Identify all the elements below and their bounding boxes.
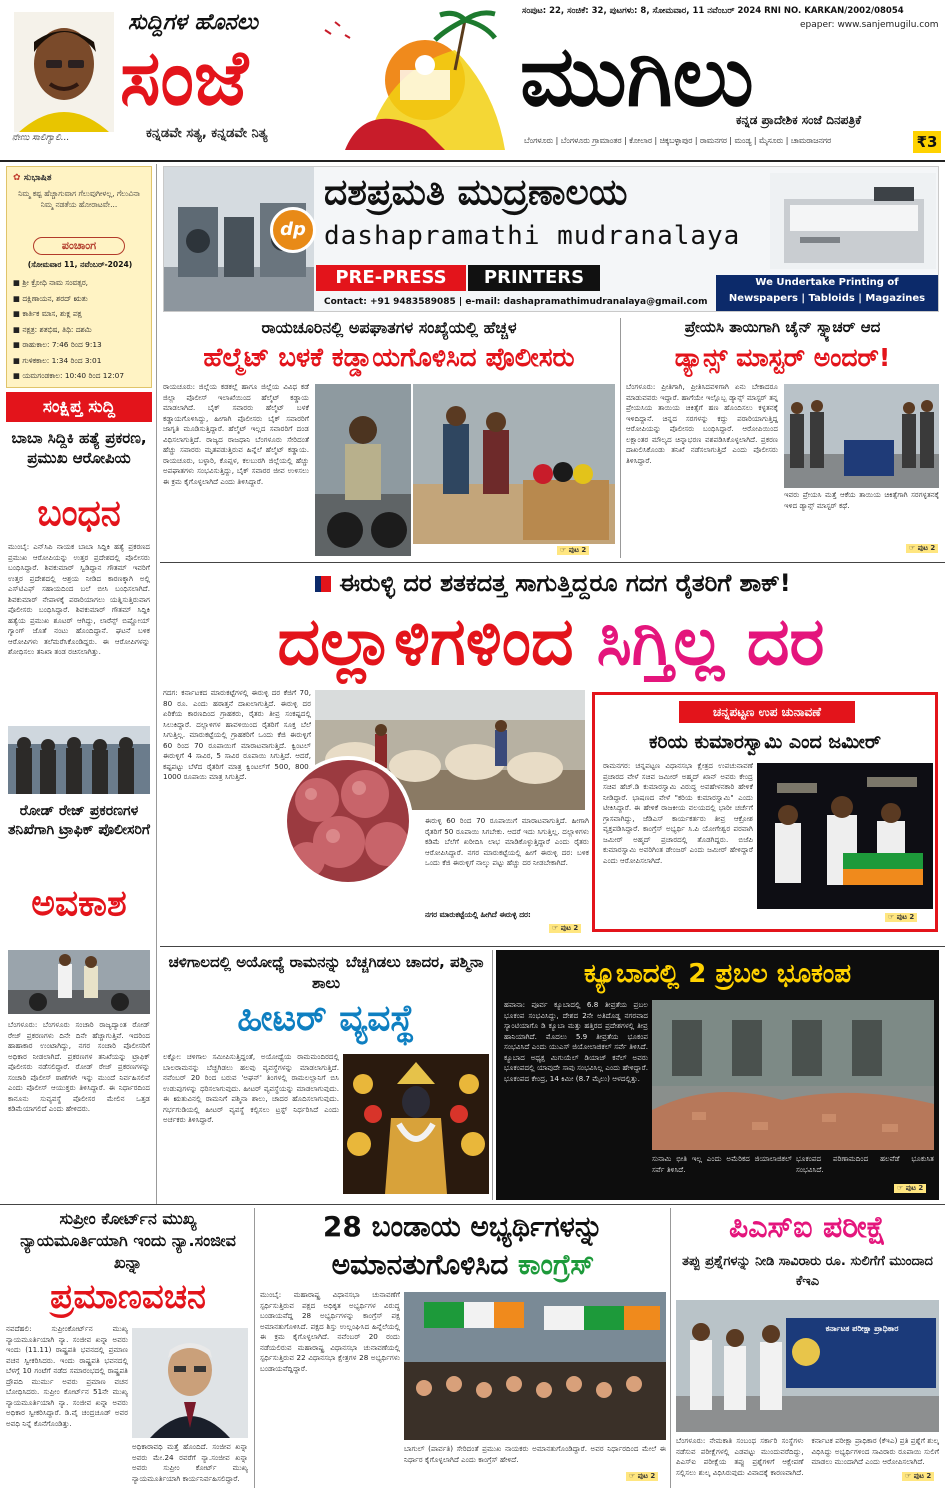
sc-headline: ಪ್ರಮಾಣವಚನ [50, 1277, 206, 1317]
congress-rally-photo [404, 1292, 666, 1440]
helmet-continued[interactable]: ☞ ಪುಟ 2 [557, 546, 589, 555]
sc-portrait-photo [132, 1328, 248, 1438]
lead-continued[interactable]: ☞ ಪುಟ 2 [549, 924, 581, 933]
byelection-continued[interactable]: ☞ ಪುಟ 2 [885, 913, 917, 922]
panchanga-line: ■ ಯಮಗಂಡಕಾಲ: 10:40 ರಿಂದ 12:07 [13, 371, 125, 380]
ad-title-en: dashapramathi mudranalaya [324, 221, 741, 251]
panchanga-date: (ಸೋಮವಾರ 11, ನವೆಂಬರ್-2024) [27, 260, 133, 269]
congress-continued[interactable]: ☞ ಪುಟ 2 [626, 1472, 658, 1481]
lead-text-2: ಈರುಳ್ಳಿ 60 ರಿಂದ 70 ರೂಪಾಯಿಗೆ ಮಾರಾಟವಾಗುತ್ತಿದೆ. ಹೀಗಾಗಿ ರೈತರಿಗೆ 50 ರೂಪಾಯಿ ಸಿಗಬೇಕು. ಆದರೆ ಇದು ಸಿಗುತ್ತಿಲ್ಲ. ದಲ್ಲಾಳಿಗಳು ಕಡಿಮೆ ಬೆಲೆಗೆ ಖರೀದಿಸಿ ಲಾಭ ಮಾಡಿಕೊಳ್ಳುತ್ತಿದ್ದಾರೆ ಎಂದು ರೈತರು ಆರೋಪಿಸಿದ್ದಾರೆ. ನಗರ ಮಾರುಕಟ್ಟೆಯಲ್ಲಿ ಹೀಗೆ ಈರುಳ್ಳಿ ದರ: ಬಳಿಕ ಒಂದು ಕೆಜಿ ಈರುಳ್ಳಿಗೆ ನಾಲ್ಕು ಪಟ್ಟು ಹೆಚ್ಚು ದರ ನೀಡಬೇಕಾಗಿದೆ. [425, 816, 589, 867]
story-heater [163, 950, 489, 1200]
sc-text-2: ಅಧಿಕಾರಾವಧಿ ಮತ್ತೆ ಹೊಂದಿದೆ. ಸಂಜೀವ ಖನ್ನಾ ಅವರು ಮೇ.24 ರವರೆಗೆ ನ್ಯಾ.ಸಂಜೀವ ಖನ್ನಾ ಅವರು ಸುಪ್ರೀಂ ಕೋರ್ಟ್ ಮುಖ್ಯ ನ್ಯಾಯಮೂರ್ತಿಯಾಗಿ ಕಾರ್ಯನಿರ್ವಹಿಸಲಿದ್ದಾರೆ. [132, 1442, 248, 1483]
heater-headline: ಹೀಟರ್ ವ್ಯವಸ್ಥೆ [237, 998, 415, 1039]
quake-continued[interactable]: ☞ ಪುಟ 2 [894, 1184, 926, 1193]
brief2-headline: ರೋಡ್ ರೇಜ್ ಪ್ರಕರಣಗಳ ತನಿಖೆಗಾಗಿ ಟ್ರಾಫಿಕ್ ಪೊಲೀಸರಿಗೆ [8, 803, 150, 838]
panchanga-line: ■ ಶ್ರೀ ಕ್ರೋಧಿ ನಾಮ ಸಂವತ್ಸರ, [13, 278, 89, 287]
ad-printer-photo [770, 173, 936, 269]
heater-kicker: ಚಳಿಗಾಲದಲ್ಲಿ ಅಯೋಧ್ಯೆ ರಾಮನನ್ನು ಬೆಚ್ಚಗಿಡಲು ಚಾದರ, ಪಶ್ಮಿನಾ ಶಾಲು [168, 953, 484, 992]
heater-divider [492, 950, 493, 1200]
brief1-big: ಬಂಧನ [37, 493, 121, 534]
story-helmet [163, 318, 615, 558]
story-psi [676, 1208, 939, 1488]
rupee-icon: ₹3 [916, 133, 938, 151]
sc-kicker: ಸುಪ್ರೀಂ ಕೋರ್ಟ್‌ನ ಮುಖ್ಯ ನ್ಯಾಯಮೂರ್ತಿಯಾಗಿ ಇಂದು ನ್ಯಾ.ಸಂಜೀವ ಖನ್ನಾ [20, 1209, 236, 1272]
issue-line [522, 6, 904, 16]
ad-printers-label: PRINTERS [468, 265, 600, 291]
corner-mark-icon [315, 576, 331, 592]
rni-number: RNI NO. KARKAN/2002/08054 [764, 6, 904, 16]
byelection-text: ರಾಮನಗರ: ಚನ್ನಪಟ್ಟಣ ವಿಧಾನಸಭಾ ಕ್ಷೇತ್ರದ ಉಪಚುನಾವಣೆ ಪ್ರಚಾರದ ವೇಳೆ ಸಚಿವ ಜಮೀರ್ ಅಹ್ಮದ್ ಖಾನ್ ಅವರು ಕೇಂದ್ರ ಸಚಿವ ಹೆಚ್.ಡಿ ಕುಮಾರಸ್ವಾಮಿ ವಿರುದ್ಧ ಅವಹೇಳನಕಾರಿ ಹೇಳಿಕೆ ನೀಡಿದ್ದಾರೆ. ಭಾಷಣದ ವೇಳೆ "ಕರಿಯ ಕುಮಾರಸ್ವಾಮಿ" ಎಂದು ಟೀಕಿಸಿದ್ದಾರೆ. ಈ ಹೇಳಿಕೆ ರಾಜಕೀಯ ವಲಯದಲ್ಲಿ ಭಾರೀ ಚರ್ಚೆಗೆ ಗ್ರಾಸವಾಗಿದ್ದು, ಜೆಡಿಎಸ್ ಕಾರ್ಯಕರ್ತರು ತೀವ್ರ ಆಕ್ರೋಶ ವ್ಯಕ್ತಪಡಿಸಿದ್ದಾರೆ. ಕಾಂಗ್ರೆಸ್ ಅಭ್ಯರ್ಥಿ ಸಿ.ಪಿ ಯೋಗೇಶ್ವರ ಪರವಾಗಿ ಜಮೀರ್ ಅಹ್ಮದ್ ಪ್ರಚಾರದಲ್ಲಿ ತೊಡಗಿದ್ದರು. ಬಿಜೆಪಿ ಕುಮಾರಸ್ವಾಮಿ ಅವರಿಗಿಂತ ಡೇಂಜರ್ ಎಂದು ಜಮೀರ್ ಹೇಳಿದ್ದಾರೆ ಎಂದು ಆರೋಪಿಸಲಾಗಿದೆ. [603, 761, 753, 865]
brief1-headline: ಬಾಬಾ ಸಿದ್ದಿಕಿ ಹತ್ಯೆ ಪ್ರಕರಣ, ಪ್ರಮುಖ ಆರೋಪಿಯ [11, 429, 147, 467]
brief2-big: ಅವಕಾಶ [31, 883, 127, 924]
quake-photo [652, 1000, 934, 1150]
flower-icon: ✿ [13, 173, 24, 183]
masthead-rule [0, 160, 945, 162]
panchanga-line: ■ ಗುಳಿಕಕಾಲ: 1:34 ರಿಂದ 3:01 [13, 355, 102, 365]
story-congress [260, 1208, 666, 1488]
dance-caption: ಇವರು ಪ್ರೇಯಸಿ ಮತ್ತೆ ಆಕೆಯ ತಾಯಿಯ ಚಿಕಿತ್ಸೆಗಾಗಿ ಸರಗಳ್ಳತನಕ್ಕೆ ಇಳಿದ ಡ್ಯಾನ್ಸ್ ಮಾಸ್ಟರ್ ಕಥೆ. [784, 490, 939, 510]
issue-details: ಸಂಪುಟ: 22, ಸಂಚಿಕೆ: 32, ಪುಟಗಳು: 8, ಸೋಮವಾರ, 11 ನವೆಂಬರ್ 2024 [522, 6, 762, 16]
congress-headline-1: 28 ಬಂಡಾಯ ಅಭ್ಯರ್ಥಿಗಳನ್ನು [322, 1210, 604, 1243]
psi-continued[interactable]: ☞ ಪುಟ 2 [902, 1472, 934, 1481]
masthead-emblem [305, 10, 515, 150]
ad-undertake-box [716, 275, 938, 311]
masthead-title-right: ಮುಗಿಲು [520, 26, 754, 125]
panchanga-label: ಪಂಚಾಂಗ [33, 237, 125, 255]
byelection-headline: ಕರಿಯ ಕುಮಾರಸ್ವಾಮಿ ಎಂದ ಜಮೀರ್ [648, 731, 882, 753]
lead-text: ಗದಗ: ಕರ್ನಾಟಕದ ಮಾರುಕಟ್ಟೆಗಳಲ್ಲಿ ಈರುಳ್ಳಿ ದರ ಕೆಜಿಗೆ 70, 80 ರೂ. ಎಂದು ಹಠಾತ್ತನೆ ದಾಖಲಾಗುತ್ತಿದೆ. ಈರುಳ್ಳಿ ದರ ಏರಿಕೆಯ ಕಾರಣದಿಂದ ಗ್ರಾಹಕರು, ರೈತರು ತೀವ್ರ ಸಂಕಷ್ಟದಲ್ಲಿ ಸಿಲುಕಿದ್ದಾರೆ. ದಲ್ಲಾಳಿಗಳ ಹಾವಳಿಯಿಂದ ರೈತರಿಗೆ ಸೂಕ್ತ ಬೆಲೆ ಸಿಗುತ್ತಿಲ್ಲ. ಮಾರುಕಟ್ಟೆಯಲ್ಲಿ ಗ್ರಾಹಕರಿಗೆ ಒಂದು ಕೆಜಿ ಈರುಳ್ಳಿಗೆ 60 ರಿಂದ 70 ರೂಪಾಯಿಗೆ ಮಾರಾಟವಾಗುತ್ತಿದೆ. ಕ್ವಿಂಟಲ್ ಈರುಳ್ಳಿಗೆ 4 ಸಾವಿರ, 5 ಸಾವಿರ ರೂಪಾಯಿ ಸಿಗುತ್ತಿದೆ. ಆದರೆ, ಕಷ್ಟಪಟ್ಟು ಬೆಳೆದ ರೈತರಿಗೆ ಮಾತ್ರ ಕ್ವಿಂಟಲ್‌ಗೆ 500, 800, 1000 ರೂಪಾಯಿ ಮಾತ್ರ ಸಿಗುತ್ತಿದೆ. [163, 688, 311, 781]
page-pointer-icon: ☞ [560, 546, 569, 554]
psi-text: ಬೆಂಗಳೂರು: ನೇಮಕಾತಿ ಸಂಬಂಧ ಸರ್ಕಾರಿ ಸಂಸ್ಥೆಗಳು ನಡೆಸುವ ಪರೀಕ್ಷೆಗಳಲ್ಲಿ ಎಡವಟ್ಟು ಮುಂದುವರೆದಿದ್ದು, ಪಿಎಸ್‌ಐ ಪರೀಕ್ಷೆಯ ತಪ್ಪು ಪ್ರಶ್ನೆಗಳಿಗೆ ಆಕ್ಷೇಪಣೆ ಸಲ್ಲಿಸಲು ಶುಲ್ಕ ವಿಧಿಸಿರುವುದು ವಿವಾದಕ್ಕೆ ಕಾರಣವಾಗಿದೆ. ಕರ್ನಾಟಕ ಪರೀಕ್ಷಾ ಪ್ರಾಧಿಕಾರ (ಕೆಇಎ) ಪ್ರತಿ ಪ್ರಶ್ನೆಗೆ ಶುಲ್ಕ ವಿಧಿಸಿದ್ದು ಅಭ್ಯರ್ಥಿಗಳಿಂದ ಸಾವಿರಾರು ರೂಪಾಯಿ ಸುಲಿಗೆ ಮಾಡಲು ಮುಂದಾಗಿದೆ ಎಂದು ಆರೋಪಿಸಲಾಗಿದೆ. [676, 1436, 939, 1477]
helmet-kicker: ರಾಯಚೂರಿನಲ್ಲಿ ಅಪಘಾತಗಳ ಸಂಖ್ಯೆಯಲ್ಲಿ ಹೆಚ್ಚಳ [261, 318, 517, 337]
byelection-photo [757, 763, 933, 909]
psi-kicker: ತಪ್ಪು ಪ್ರಶ್ನೆಗಳನ್ನು ನೀಡಿ ಸಾವಿರಾರು ರೂ. ಸುಲಿಗೆಗೆ ಮುಂದಾದ ಕೆಇಎ [682, 1254, 933, 1289]
story-dance [626, 318, 939, 558]
page-pointer-icon: ☞ [909, 544, 918, 552]
quake-caption-2: ಭೂಕಂಪದ ಪರಿಣಾಮದಿಂದ ಹಲವೆಡೆ ಭೂಕುಸಿತ ಸಂಭವಿಸಿದೆ. [796, 1154, 934, 1174]
dance-continued[interactable]: ☞ ಪುಟ 2 [906, 544, 938, 553]
masthead-motto: ಕನ್ನಡವೇ ಸತ್ಯ, ಕನ್ನಡವೇ ನಿತ್ಯ [146, 126, 268, 141]
lead-headline [163, 600, 939, 684]
psi-headline: ಪಿಎಸ್‌ಐ ಪರೀಕ್ಷೆ [728, 1210, 887, 1245]
onion-closeup-photo [283, 756, 413, 886]
panchanga-line: ■ ನಕ್ಷತ್ರ: ಶತಭಿಷ, ತಿಥಿ: ದಶಮಿ [13, 324, 92, 334]
page-pointer-icon: ☞ [552, 924, 561, 932]
ad-banner[interactable] [163, 166, 939, 312]
congress-headline-2 [260, 1246, 666, 1284]
page-pointer-icon: ☞ [905, 1472, 914, 1480]
helmet-headline: ಹೆಲ್ಮೆಟ್ ಬಳಕೆ ಕಡ್ಡಾಯಗೊಳಿಸಿದ ಪೊಲೀಸರು [203, 343, 575, 373]
helmet-text: ರಾಯಚೂರು: ಜಿಲ್ಲೆಯ ಕಡಕಲ್ಲೆ ಹಾಗೂ ಜಿಲ್ಲೆಯ ವಿವಿಧ ಕಡೆ ಜಿಲ್ಲಾ ಪೊಲೀಸ್ ಇಲಾಖೆಯಿಂದ ಹೆಲ್ಮೆಟ್ ಕಡ್ಡಾಯ ಮಾಡಲಾಗಿದೆ. ಬೈಕ್ ಸವಾರರು ಹೆಲ್ಮೆಟ್ ಬಳಕೆ ಕಡ್ಡಾಯಗೊಳಿಸಿದ್ದು, ಹೀಗಾಗಿ ಪೊಲೀಸರು ಬೈಕ್ ಸವಾರರಿಗೆ ಜಾಗೃತಿ ಮೂಡಿಸುತ್ತಿದ್ದಾರೆ. ಹೆಲ್ಮೆಟ್ ಇಲ್ಲದ ಸವಾರರಿಗೆ ದಂಡ ವಿಧಿಸಲಾಗುತ್ತಿದೆ. ರಾಜ್ಯದ ರಾಜಧಾನಿ ಬೆಂಗಳೂರು ಸೇರಿದಂತೆ ಹೆಚ್ಚು ಸವಾರರು ಮೃತಪಡುತ್ತಿರುವ ಹಿನ್ನೆಲೆ ಹೆಲ್ಮೆಟ್ ಕಡ್ಡಾಯ. ರಾಯಚೂರು, ಬಳ್ಳಾರಿ, ಕೊಪ್ಪಳ, ಕಲಬುರಗಿ ಜಿಲ್ಲೆಯಲ್ಲಿ ಹೆಚ್ಚು ಅಪಘಾತಗಳು ಸಂಭವಿಸುತ್ತಿದ್ದು, ಬೈಕ್ ಸವಾರರ ಜೀವ ಉಳಿಸಲು ಈ ಕ್ರಮ ಕೈಗೊಳ್ಳಲಾಗಿದೆ ಎಂದು ತಿಳಿಸಿದ್ದಾರೆ. [163, 382, 309, 486]
panchanga-list [13, 275, 147, 384]
byelection-box [592, 692, 938, 932]
row-rule-2 [160, 946, 945, 947]
psi-photo [676, 1300, 939, 1432]
byelection-kicker: ಚನ್ನಪಟ್ಟಣ ಉಪ ಚುನಾವಣೆ [679, 701, 855, 723]
lead-headline-a: ದಲ್ಲಾಳಿಗಳಿಂದ [277, 603, 574, 680]
dance-photo [784, 384, 939, 488]
quake-text: ಹವಾನಾ: ಪೂರ್ವ ಕ್ಯೂಬಾದಲ್ಲಿ 6.8 ತೀವ್ರತೆಯ ಪ್ರಬಲ ಭೂಕಂಪ ಸಂಭವಿಸಿದ್ದು, ದೇಶದ 2ನೇ ಅತಿದೊಡ್ಡ ನಗರವಾದ ಸ್ಯಾಂಟಿಯಾಗೊ ಡಿ ಕ್ಯೂಬಾ ಮತ್ತು ಹತ್ತಿರದ ಪ್ರದೇಶಗಳಲ್ಲಿ ತೀವ್ರ ಹಾನಿಯಾಗಿದೆ. ಮೊದಲು 5.9 ತೀವ್ರತೆಯ ಭೂಕಂಪ ಸಂಭವಿಸಿದೆ ಎಂದು ಯುಎಸ್ ಜಿಯೋಲಾಜಿಕಲ್ ಸರ್ವೆ ತಿಳಿಸಿದೆ. ಕ್ಯೂಬಾದ ಅಧ್ಯಕ್ಷ ಮಿಗುಯೆಲ್ ಡಿಯಾಜ್ ಕನೆಲ್ ಅವರು ಭೂಕಂಪದಲ್ಲಿ ಯಾವುದೇ ಸಾವು ಸಂಭವಿಸಿಲ್ಲ ಎಂದು ಹೇಳಿದ್ದಾರೆ. ಭೂಕಂಪದ ಕೇಂದ್ರ, 14 ಕಿಮೀ (8.7 ಮೈಲು) ಆಳದಲ್ಲಿತ್ತು. [504, 1000, 648, 1083]
lead-kicker: ಈರುಳ್ಳಿ ದರ ಶತಕದತ್ತ ಸಾಗುತ್ತಿದ್ದರೂ ಗದಗ ರೈತರಿಗೆ ಶಾಕ್! [183, 566, 923, 600]
sidebar-divider [156, 164, 157, 1204]
story-sc [6, 1208, 250, 1488]
panchanga-line: ■ ಕಾರ್ತಿಕ ಮಾಸ, ಶುಕ್ಲ ಪಕ್ಷ [13, 309, 82, 318]
row-rule-1 [160, 562, 945, 563]
ad-title-kn: ದಶಪ್ರಮತಿ ಮುದ್ರಣಾಲಯ [324, 172, 628, 213]
dance-kicker: ಪ್ರೇಯಸಿ ತಾಯಿಗಾಗಿ ಚೈನ್ ಸ್ನ್ಯಾಚರ್ ಆದ [684, 318, 881, 336]
congress-headline-2a: ಅಮಾನತುಗೊಳಿಸಿದ [331, 1248, 509, 1281]
brief1-text: ಮುಂಬೈ: ಎನ್‌ಸಿಪಿ ನಾಯಕ ಬಾಬಾ ಸಿದ್ದಿಕಿ ಹತ್ಯೆ ಪ್ರಕರಣದ ಪ್ರಮುಖ ಆರೋಪಿಯನ್ನು ಉತ್ತರ ಪ್ರದೇಶದಲ್ಲಿ ಪೊಲೀಸರು ಬಂಧಿಸಿದ್ದಾರೆ. ಶಿವಕುಮಾರ್ ಸ್ವಿಡಿದ್ದಾನ ಗೌತಮ್ ಇವರಿಗೆ ಉತ್ತರ ಪ್ರದೇಶದಲ್ಲಿ ಆಶ್ರಯ ನೀಡಿದ ಕಾರಣಕ್ಕಾಗಿ ಅಲ್ಲಿ ಎಸ್‌ಟಿಎಫ್ ಸಹಾಯದಿಂದ ಬಲೆ ಬೀಸಿ ಬಂಧಿಸಲಾಗಿದೆ. ಶಿವಕುಮಾರ್ ನೇಪಾಳಕ್ಕೆ ಪರಾರಿಯಾಗಲು ಯತ್ನಿಸುತ್ತಿರುವಾಗ ಪೊಲೀಸರು ಬಂಧಿಸಿದ್ದಾರೆ. ಶಿವಕುಮಾರ್ ಗೌತಮ್ ಸಿದ್ದಿಕಿ ಹತ್ಯೆಯ ಪ್ರಮುಖ ಶೂಟರ್ ಆಗಿದ್ದು, ಲಾರೆನ್ಸ್ ಬಿಷ್ಣೋಯ್ ಗ್ಯಾಂಗ್ ಜೊತೆ ನಂಟು ಹೊಂದಿದ್ದಾನೆ. ಘಟನೆ ಬಳಿಕ ಆರೋಪಿಗಳು ತಲೆಮರೆಸಿಕೊಂಡಿದ್ದರು. ಈ ಆರೋಪಿಗಳನ್ನು ಶೋಧಿಸಲು ತನಿಖಾ ತಂಡ ರಚಿಸಲಾಗಿತ್ತು. [8, 542, 150, 656]
ad-prepress-label: PRE-PRESS [316, 265, 466, 291]
top-row-divider [620, 318, 621, 558]
brief2-text: ಬೆಂಗಳೂರು: ಬೆಂಗಳೂರು ಸಂಚಾರಿ ರಾಜ್ಯದ್ಯಾಂತ ರೋಡ್ ರೇಜ್ ಪ್ರಕರಣಗಳು ದಿನೇ ದಿನೇ ಹೆಚ್ಚಾಗುತ್ತಿವೆ. ಇದರಿಂದ ಹಾಹಾಕಾರ ಉಂಟಾಗಿದ್ದು, ನಗರ ಸಂಚಾರಿ ಪೊಲೀಸರಿಗೆ ಅಧಿಕಾರ ನೀಡಲಾಗಿದೆ. ಪ್ರಕರಣಗಳ ತನಿಖೆಯನ್ನು ಟ್ರಾಫಿಕ್ ಪೊಲೀಸರು ನಡೆಸಲಿದ್ದಾರೆ. ರೋಡ್ ರೇಜ್ ಪ್ರಕರಣಗಳನ್ನು ಸಂಚಾರಿ ಪೊಲೀಸ್ ಠಾಣೆಗಳೇ ಇನ್ನು ಮುಂದೆ ನಿರ್ವಹಿಸಲಿವೆ ಎಂದು ಪೊಲೀಸ್ ಆಯುಕ್ತರು ತಿಳಿಸಿದ್ದಾರೆ. ಈ ನಿರ್ಧಾರದಿಂದ ಕಾನೂನು ಸುವ್ಯವಸ್ಥೆ ಪೊಲೀಸರ ಮೇಲಿನ ಒತ್ತಡ ಕಡಿಮೆಯಾಗಲಿದೆ ಎಂದು ಹೇಳಿದರು. [8, 1020, 150, 1113]
masthead-tagline: ಸುದ್ದಿಗಳ ಹೊನಲು [128, 10, 259, 35]
helmet-photo-1 [315, 384, 411, 556]
lead-subhead: ನಗರ ಮಾರುಕಟ್ಟೆಯಲ್ಲಿ ಹೀಗಿದೆ ಈರುಳ್ಳಿ ದರ: [425, 910, 531, 919]
masthead-cities: ಬೆಂಗಳೂರು | ಬೆಂಗಳೂರು ಗ್ರಾಮಾಂತರ | ಕೋಲಾರ | ಚಿಕ್ಕಬಳ್ಳಾಪುರ | ರಾಮನಗರ | ಮಂಡ್ಯ | ಮೈಸೂರು | ಚಾಮರಾಜನಗರ [524, 136, 832, 145]
portrait-caption: ನೇಣು ಸಾಲಿಗ್ಯಾಲಿ... [12, 133, 70, 143]
congress-headline-2b: ಕಾಂಗ್ರೆಸ್ [518, 1248, 595, 1281]
subhashita-label: ✿ ಸುಭಾಷಿತ [13, 173, 52, 183]
ad-contact: Contact: +91 9483589085 | e-mail: dashapramathimudranalaya@gmail.com [324, 297, 708, 307]
dance-text: ಬೆಂಗಳೂರು: ಪ್ರೀತಿಗಾಗಿ, ಪ್ರೀತಿಸಿದವಳಿಗಾಗಿ ಏನು ಬೇಕಾದರೂ ಮಾಡುವವರು ಇದ್ದಾರೆ. ಹಾಗೆಯೇ ಇಲ್ಲೊಬ್ಬ ಡ್ಯಾನ್ಸ್ ಮಾಸ್ಟರ್ ತನ್ನ ಪ್ರೇಯಸಿಯ ತಾಯಿಯ ಚಿಕಿತ್ಸೆಗೆ ಹಣ ಹೊಂದಿಸಲು ಕಳ್ಳತನಕ್ಕೆ ಇಳಿದಿದ್ದಾನೆ. ಚಿನ್ನದ ಸರಗಳನ್ನು ಕದ್ದು ಪರಾರಿಯಾಗುತ್ತಿದ್ದ ಆರೋಪಿಯನ್ನು ಪೊಲೀಸರು ಬಂಧಿಸಿದ್ದಾರೆ. ಆರೋಪಿಯಿಂದ ಲಕ್ಷಾಂತರ ಮೌಲ್ಯದ ಚಿನ್ನಾಭರಣ ವಶಪಡಿಸಿಕೊಳ್ಳಲಾಗಿದೆ. ಪ್ರಕರಣ ದಾಖಲಿಸಿಕೊಂಡು ತನಿಖೆ ನಡೆಸಲಾಗುತ್ತಿದೆ ಎಂದು ಪೊಲೀಸರು ತಿಳಿಸಿದ್ದಾರೆ. [626, 382, 778, 465]
dance-headline: ಡ್ಯಾನ್ಸ್ ಮಾಸ್ಟರ್ ಅಂದರ್! [674, 343, 891, 372]
panchanga-line: ■ ರಾಹುಕಾಲ: 7:46 ರಿಂದ 9:13 [13, 340, 102, 349]
panchanga-line: ■ ದಕ್ಷಿಣಾಯನ, ಶರದ್ ಋತು [13, 293, 88, 303]
row-rule-3 [0, 1204, 945, 1205]
brief-header: ಸಂಕ್ಷಿಪ್ತ ಸುದ್ದಿ [6, 392, 152, 422]
psi-sign-text: ಕರ್ನಾಟಕ ಪರೀಕ್ಷಾ ಪ್ರಾಧಿಕಾರ [825, 1324, 899, 1333]
sc-text: ನವದೆಹಲಿ: ಸುಪ್ರೀಂಕೋರ್ಟ್‌ನ ಮುಖ್ಯ ನ್ಯಾಯಮೂರ್ತಿಯಾಗಿ ನ್ಯಾ. ಸಂಜೀವ ಖನ್ನಾ ಅವರು ಇಂದು (11.11) ರಾಷ್ಟ್ರಪತಿ ಭವನದಲ್ಲಿ ಪ್ರಮಾಣ ವಚನ ಸ್ವೀಕರಿಸಿದರು. ಇಂದು ರಾಷ್ಟ್ರಪತಿ ಭವನದಲ್ಲಿ ಬೆಳಗ್ಗೆ 10 ಗಂಟೆಗೆ ನಡೆದ ಸಮಾರಂಭದಲ್ಲಿ ರಾಷ್ಟ್ರಪತಿ ದ್ರೌಪದಿ ಮುರ್ಮು ಅವರು ಪ್ರಮಾಣ ವಚನ ಬೋಧಿಸಿದರು. ಸುಪ್ರೀಂ ಕೋರ್ಟ್‌ನ 51ನೇ ಮುಖ್ಯ ನ್ಯಾಯಮೂರ್ತಿಯಾಗಿ ನ್ಯಾ. ಸಂಜೀವ ಖನ್ನಾ ಅವರು ಅಧಿಕಾರ ಸ್ವೀಕರಿಸಿದ್ದಾರೆ. ಡಿ.ವೈ ಚಂದ್ರಚೂಡ್ ಅವರ ಅವಧಿ ನಿನ್ನೆ ಕೊನೆಗೊಂಡಿತ್ತು. [6, 1324, 128, 1428]
quake-caption-1: ಸುನಾಮಿ ಭೀತಿ ಇಲ್ಲ ಎಂದು ಅಮೆರಿಕದ ಜಿಯಾಲಾಜಿಕಲ್ ಸರ್ವೆ ತಿಳಿಸಿದೆ. [652, 1154, 792, 1174]
ad-undertake-line1: We Undertake Printing of [755, 277, 899, 288]
editor-portrait [14, 12, 114, 132]
quake-box [496, 950, 939, 1200]
brief1-photo [8, 726, 150, 794]
congress-text: ಮುಂಬೈ: ಮಹಾರಾಷ್ಟ್ರ ವಿಧಾನಸಭಾ ಚುನಾವಣೆಗೆ ಸ್ಪರ್ಧಿಸುತ್ತಿರುವ ಪಕ್ಷದ ಅಧಿಕೃತ ಅಭ್ಯರ್ಥಿಗಳ ವಿರುದ್ಧ ಬಂಡಾಯವೆದ್ದ 28 ಅಭ್ಯರ್ಥಿಗಳನ್ನು ಕಾಂಗ್ರೆಸ್ ಪಕ್ಷ ಅಮಾನತುಗೊಳಿಸಿದೆ. ಪಕ್ಷದ ಶಿಸ್ತು ಉಲ್ಲಂಘಿಸಿದ ಹಿನ್ನೆಲೆಯಲ್ಲಿ ಈ ಕ್ರಮ ಕೈಗೊಳ್ಳಲಾಗಿದೆ. ನವೆಂಬರ್ 20 ರಂದು ನಡೆಯಲಿರುವ ಮಹಾರಾಷ್ಟ್ರ ವಿಧಾನಸಭಾ ಚುನಾವಣೆಯಲ್ಲಿ ಸ್ಪರ್ಧಿಸುತ್ತಿರುವ 22 ವಿಧಾನಸಭಾ ಕ್ಷೇತ್ರಗಳ 28 ಅಭ್ಯರ್ಥಿಗಳು ಬಂಡಾಯವೆದ್ದಿದ್ದಾರೆ. [260, 1290, 400, 1373]
subhashita-box [6, 166, 152, 388]
page-pointer-icon: ☞ [888, 913, 897, 921]
subhashita-text: ನಿಮ್ಮ ಕಷ್ಟ ಹೆಚ್ಚಾಗುವಾಗ ಗೆಲುವುಗೀಳಲ್ಲ, ಗೆಲುವಿನಾ ನಿಮ್ಮ ನಡತೆಯ ಹೋರಾಟವೇ... [18, 189, 140, 209]
ram-idol-photo [343, 1054, 489, 1194]
masthead-subtitle: ಕನ್ನಡ ಪ್ರಾದೇಶಿಕ ಸಂಜೆ ದಿನಪತ್ರಿಕೆ [736, 113, 862, 127]
sc-divider [254, 1208, 255, 1488]
ad-logo: dp [270, 207, 316, 253]
heater-text: ಲಕ್ನೋ: ಚಳಿಗಾಲ ಸಮೀಪಿಸುತ್ತಿದ್ದಂತೆ, ಅಯೋಧ್ಯೆಯ ರಾಮಮಂದಿರದಲ್ಲಿ ಬಾಲರಾಮನನ್ನು ಬೆಚ್ಚಗಿಡಲು ಹಲವು ವ್ಯವಸ್ಥೆಗಳನ್ನು ಮಾಡಲಾಗುತ್ತಿದೆ. ನವೆಂಬರ್ 20 ರಿಂದ ಬರುವ 'ಅಘನ್' ತಿಂಗಳಲ್ಲಿ ರಾಮಲಲ್ಲಾನಿಗೆ ಬಿಸಿ ಉಡುಪುಗಳನ್ನು ಧರಿಸಲಾಗುವುದು. ಹೀಟರ್ ವ್ಯವಸ್ಥೆಯನ್ನು ಮಾಡಲಾಗುವುದು. ಈ ಋತುವಿನಲ್ಲಿ ರಾಮನಿಗೆ ಪಶ್ಮಿನಾ ಶಾಲು, ಚಾದರ ಹೊದಿಸಲಾಗುವುದು. ಗರ್ಭಗುಡಿಯಲ್ಲಿ ಹೀಟರ್ ವ್ಯವಸ್ಥೆ ಕಲ್ಪಿಸಲು ಟ್ರಸ್ಟ್ ನಿರ್ಧರಿಸಿದೆ ಎಂದು ಅರ್ಚಕರು ತಿಳಿಸಿದ್ದಾರೆ. [163, 1052, 339, 1124]
ad-undertake-line2: Newspapers | Tabloids | Magazines [728, 293, 926, 304]
epaper-link[interactable]: epaper: www.sanjemugilu.com [800, 20, 939, 30]
quake-headline: ಕ್ಯೂಬಾದಲ್ಲಿ 2 ಪ್ರಬಲ ಭೂಕಂಪ [583, 959, 851, 989]
price-badge [913, 131, 941, 153]
page-pointer-icon: ☞ [897, 1184, 906, 1192]
page-pointer-icon: ☞ [629, 1472, 638, 1480]
masthead-title-left: ಸಂಜೆ [120, 33, 249, 122]
congress-caption: ಬಾಗುಲ್ (ಪಾರ್ವತಿ) ಸೇರಿದಂತೆ ಪ್ರಮುಖ ನಾಯಕರು ಅಮಾನತುಗೊಂಡಿದ್ದಾರೆ. ಅವರ ನಿರ್ಧಾರದಿಂದ ಮೇಲೆ ಈ ನಿರ್ಧಾರ ಕೈಗೊಳ್ಳಲಾಗಿದೆ ಎಂದು ಕಾಂಗ್ರೆಸ್ ಹೇಳಿದೆ. [404, 1444, 666, 1464]
congress-divider [670, 1208, 671, 1488]
masthead [0, 0, 945, 160]
helmet-photo-2 [413, 384, 615, 544]
brief2-photo [8, 950, 150, 1014]
lead-headline-b: ಸಿಗ್ತಿಲ್ಲ ದರ [596, 603, 825, 680]
